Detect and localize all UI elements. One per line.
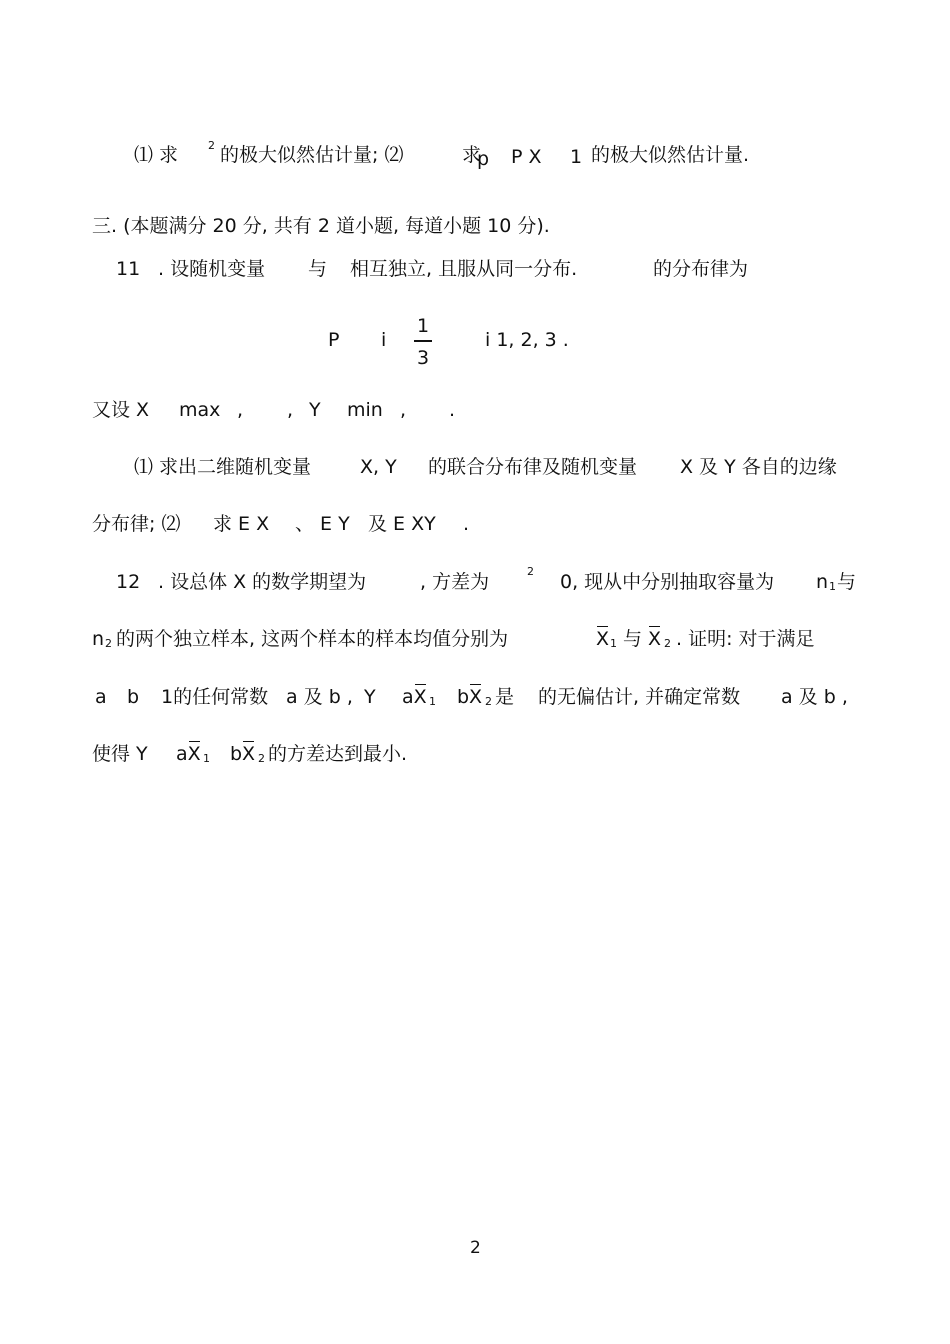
q11-part2-a: 分布律; ⑵	[92, 513, 181, 535]
xbar1-subscript: 1	[610, 637, 617, 650]
q11-part2-period: .	[463, 513, 470, 535]
q11-part1-d: X 及 Y 各自的边缘	[680, 456, 837, 478]
q11-part2-exy: 及 E XY	[368, 513, 436, 535]
q10-part2-px: P X	[511, 146, 542, 168]
q10-part2-p: p	[477, 148, 490, 170]
q11-comma-1: ,	[237, 399, 244, 421]
formula-denominator: 3	[417, 347, 430, 369]
q12-l1-d: 与	[837, 571, 857, 593]
q11-comma-3: ,	[400, 399, 407, 421]
q11-max: max	[179, 399, 221, 421]
q12-l3-a: a	[95, 686, 107, 708]
q12-l2-x1: X	[596, 628, 610, 650]
q11-number: 11	[116, 258, 141, 280]
q12-l2-yu: 与	[623, 628, 643, 650]
q12-l4-bx: bX	[230, 743, 256, 765]
q11-part1-a: ⑴ 求出二维随机变量	[134, 456, 312, 478]
q12-l1-a: . 设总体 X 的数学期望为	[158, 571, 367, 593]
sigma-squared-superscript: 2	[208, 139, 215, 152]
q11-min: min	[347, 399, 383, 421]
q12-l3-c: 1的任何常数	[161, 686, 269, 708]
q12-l4-ax: aX	[176, 743, 201, 765]
xbar2-subscript: 2	[664, 637, 671, 650]
q12-l2-b: . 证明: 对于满足	[676, 628, 815, 650]
q12-l3-ax: aX	[402, 686, 427, 708]
q11-period: .	[449, 399, 456, 421]
q11-part1-xy: X, Y	[360, 456, 397, 478]
q12-l4-a: 使得 Y	[92, 743, 148, 765]
q12-l1-b: , 方差为	[420, 571, 490, 593]
l3-xbar1-subscript: 1	[429, 695, 436, 708]
q10-part2-one: 1	[570, 146, 583, 168]
q11-intro: . 设随机变量	[158, 258, 266, 280]
l4-xbar1-subscript: 1	[203, 752, 210, 765]
q12-l3-e: 的无偏估计, 并确定常数	[538, 686, 741, 708]
q12-l2-n: n	[92, 628, 105, 650]
q11-yu: 与	[308, 258, 328, 280]
l4-xbar2-subscript: 2	[258, 752, 265, 765]
page-number: 2	[470, 1238, 481, 1258]
q10-part1-label: ⑴ 求	[134, 144, 179, 166]
section-3-heading: 三. (本题满分 20 分, 共有 2 道小题, 每道小题 10 分).	[92, 215, 550, 237]
q10-part2-label: 求	[462, 144, 482, 166]
q11-y: Y	[309, 399, 321, 421]
q10-part1-text: 的极大似然估计量; ⑵	[220, 144, 404, 166]
q12-l2-x2: X	[648, 628, 662, 650]
q11-max-line-start: 又设 X	[92, 399, 150, 421]
q12-l3-bx: bX	[457, 686, 483, 708]
q11-part2-ey: 、 E Y	[295, 513, 350, 535]
q12-l3-shi: 是	[495, 686, 515, 708]
q11-part2-ex: 求 E X	[213, 513, 270, 535]
fraction-line	[414, 340, 432, 342]
q12-number: 12	[116, 571, 141, 593]
q11-part1-c: 的联合分布律及随机变量	[428, 456, 638, 478]
q11-text1: 相互独立, 且服从同一分布.	[350, 258, 578, 280]
formula-numerator: 1	[417, 315, 430, 337]
q12-l3-f: a 及 b ,	[781, 686, 848, 708]
variance-superscript: 2	[527, 565, 534, 578]
q11-text2: 的分布律为	[653, 258, 749, 280]
q12-l3-y: Y	[364, 686, 376, 708]
q12-l4-b: 的方差达到最小.	[268, 743, 408, 765]
formula-range: i 1, 2, 3 .	[485, 329, 569, 351]
q12-l1-n: n	[816, 571, 829, 593]
q11-comma-2: ,	[287, 399, 294, 421]
q12-l3-d: a 及 b ,	[286, 686, 353, 708]
q12-l3-b: b	[127, 686, 140, 708]
l3-xbar2-subscript: 2	[485, 695, 492, 708]
n1-subscript: 1	[829, 580, 836, 593]
formula-i: i	[381, 329, 387, 351]
q12-l2-a: 的两个独立样本, 这两个样本的样本均值分别为	[116, 628, 509, 650]
n2-subscript: 2	[105, 637, 112, 650]
formula-p: P	[328, 329, 340, 351]
q10-part2-text: 的极大似然估计量.	[591, 144, 750, 166]
q12-l1-c: 0, 现从中分别抽取容量为	[560, 571, 775, 593]
